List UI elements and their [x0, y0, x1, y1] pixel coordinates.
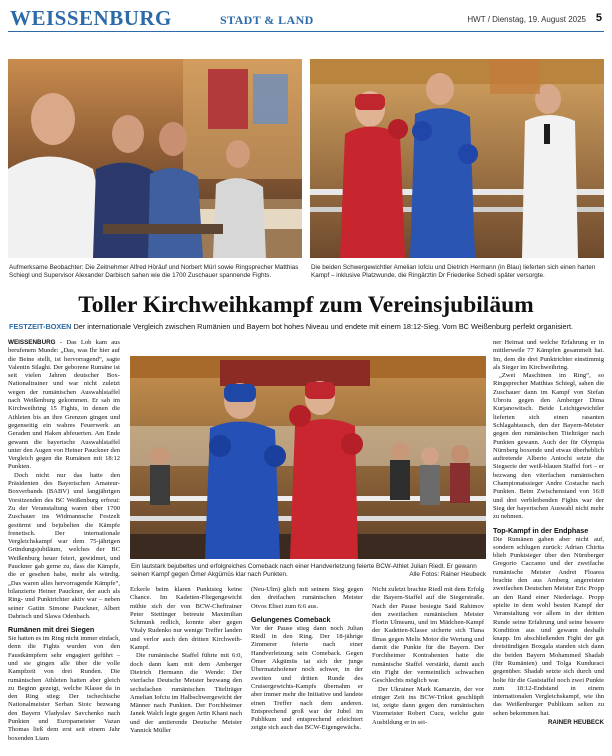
article-column-1	[8, 339, 120, 751]
article-kicker: FESTZEIT-BOXEN	[9, 322, 72, 331]
photo-officials-caption: Aufmerksame Beobachter: Die Zeitnehmer Alfred Höräuf und Norbert Mürl sowie Ringsprecher Matthias Schiegl und Supervisor Alexander Darbisch sahen wie die 1700 Zuschauer spannende Fights.	[9, 264, 299, 280]
photo-officials	[8, 59, 302, 258]
photo-credit: Alle Fotos: Rainer Heubeck	[409, 571, 486, 579]
article-headline: Toller Kirchweihkampf zum Vereinsjubiläum	[78, 292, 534, 318]
article-paragraph: Doch nicht nur das hatte den Präsidenten des Bayerischen Amateur-Boxverbands (BABV) und langjährigen Vorsitzenden des BC Weißenburg erfreut: Zu der Veranstaltung waren über 1700 Zuschauer ins Widmannsche Festzelt gestürmt und bejubelten die Kämpfe frenetisch. Der internationale Vergleichskampf war dem 75-jährigen Gründungsjubiläum, welches der BC Weißenburg heuer feiert, gewidmet, und Pauckner gab gerne zu, dass die Kämpfe, die er gesehen habe, mehr als würdig. „Das waren alles hervorragende Kämpfe“, bilanzierte Heiner Pauckner, der auch als Ring- und Punktrichter aktiv war – neben seiner Gattin Simone Pauckner, Albert Dabrisch und Slawa Odenbach.	[8, 471, 120, 620]
article-column-5	[493, 339, 604, 751]
page-number: 5	[595, 12, 602, 24]
photo-heavyweights-caption: Die beiden Schwergewichtler Amelian Iofciu und Dietrich Hermann (in Blau) lieferten sich einen harten Kampf – inklusive Platzwunde, die Ringärztin Dr Friederike Schedl später versorgte.	[311, 264, 596, 280]
article-paragraph: ner Heimat und welche Erfahrung er in mittlerweile 77 Kämpfen gesammelt hat. Im, dem die drei Punktrichter einstimmig als Sieger im Kirchweihring.	[493, 339, 604, 371]
article-paragraph: „Zwei Maschinen im Ring“, so Ringsprecher Matthias Schiegl, sahen die Zuschauer dann im Kampf von Stefan Ubroiu gegen den Amberger Dima Kurjanowitsch. Beide Leichtgewichtler lieferten sich einen rasanten Schlagabtausch, den der Bayern-Meister gegen den rumänischen Titelträger nach Punkten gewann. Auch der für Olympia Nürnberg boxende und etwas überheblich auftretende Alberto Antochi setzte die Siegserie der weiß-blauen Staffel fort – er bezwang den viterfachen rumänischen Championatssieger Andre Costache nach Punkten. Beim Zwischenstand von 16:8 und drei verbleibenden Fights war der Sieg der bayerischen Auswahl nicht mehr zu nehmen.	[493, 372, 604, 521]
article-subhead: Rumänen mit drei Siegen	[8, 625, 95, 635]
article-author: RAINER HEUBECK	[547, 719, 604, 727]
article-paragraph: Nicht zuletzt brachte Riedl mit dem Erfolg die Bayern-Staffel auf die Siegerstraße. Nach der Pause besiegte Said Rahimov den zweifachen rumänischen Meister Florin Ulmeanu, und im Mädchen-Kampf der Kadetten-Klasse sicherte sich Tiana Ilmas gegen Melis Motor die Wertung und damit die Punkte für die Bayern. Der Forchheimer Kontrahenten hatte die rumänische Staffel verstärkt, damit auch ein Fight der vermeintlich schwachen Geschlechts möglich war.	[372, 586, 484, 685]
article-paragraph: Vor der Pause stieg dann noch Julian Riedl in den Ring. Der 18-jährige Zimmerer feierte nach einer Handverletzung sein Comeback. Gegen Ömer Akgümüs tat sich der junge Übermatzhofener noch schwer, in der zweiten und dritten Runde des Cruisergewichts-Kampfs übernahm er aber immer mehr die Initiative und landete einen Treffer nach dem anderen. Entsprechend groß war der Jubel im Publikum und entsprechend erleichtert zeigte sich auch das BCW-Eigengewächs.	[251, 624, 363, 732]
photo-heavyweights	[310, 59, 604, 258]
article-paragraph: Sie hatten es im Ring nicht immer einfach, denn die Fights wurden von den Faustkämpfern sehr engagiert geführt – und sie gingen alle über die volle Kampfzeit von drei Runden. Die rumänischen Athleten hatten aber gleich zu Beginn gezeigt, welche Klasse da in den Ring stieg: Der tschechische Nationalmeister Serban Stoic bezwang den Bayern Vladyslav Savchenko nach Punkten und Europameister Vazan Thomas ließ dem erst seit einem Jahr boxenden Liam	[8, 635, 120, 742]
article-paragraph: Die rumänische Staffel führte mit 6:0, doch dann kam mit dem Amberger Dietrich Hermann die Wende: Der vierfache Deutsche Meister bezwang den sechsfachen rumänischen Titelträger Amelian Iofciu im Halbschwergewicht der Männer nach Punkten. Der Forchheimer Janek Walch legte gegen Artin Khani nach und der amtierende Deutsche Meister Yannick Müller	[130, 652, 242, 735]
article-paragraph: (Neu-Ulm) glich mit seinem Sieg gegen den dreifachen rumänischen Meister Otvos Elisei zum 6:6 aus.	[251, 586, 363, 610]
article-paragraph: Eckerle beim klaren Punktsieg keine Chance. Im Kadetten-Fliegengewicht mühte sich der von BCW-Cheftrainer Peter Stettinger betreute Maximilian Schmunk redlich, konnte aber gegen Vitaly Rudenko nur wenige Treffer landen und verlor auch den dritten Kirchweih-Kampf.	[130, 586, 242, 652]
photo-comeback-caption: Ein lautstark bejubeltes und erfolgreiches Comeback nach einer Handverletzung feierte BCW-Athlet Julian Riedl. Er gewann seinen Kampf gegen Ömer Akgümüs klar nach Punkten. Alle Fotos: Rainer Heubeck	[131, 563, 486, 579]
section-title: WEISSENBURG	[10, 6, 172, 30]
section-subtitle: STADT & LAND	[220, 13, 314, 27]
article-column-2	[130, 586, 242, 751]
article-subhead: Gelungenes Comeback	[251, 614, 331, 624]
article-column-3	[251, 586, 363, 751]
article-paragraph: WEISSENBURG - Das Lob kam aus berufenem Munde: „Das, was Ihr hier auf die Beine stellt, ist hervorragend“, sagte Valentin Silaghi. Der geborene Rumäne ist seit vielen Jahren deutscher Box-Nationaltrainer und war nicht zuletzt wegen der rumänischen Auswahlstaffel nach Weißenburg gekommen. Er sah im Kirchweihring 15 Fights, in denen die Athleten bis an ihre Grenzen gingen und gegenseitig ein wahres Feuerwerk an Geraden und Haken abfeuerten. Am Ende gewann die bayerische Auswahlstaffel unter den Augen von Heiner Pauckner den Vergleich gegen die Rumänen mit 18:12 Punkten.	[8, 339, 120, 471]
article-dek	[9, 322, 605, 331]
photo-comeback	[130, 356, 486, 559]
article-paragraph: Die Rumänen gaben aber nicht auf, sondern schlugen zurück: Adrian Chirita blieb Punktsieger über den Nürnberger Gregorio Caccamo und der zweifache rumänische Meister Andrei Floarea brachte den aus Amberg angereisten zweifachen Deutschen Meister Eric Propp an den Rand einer Niederlage. Propp spielte in dem wohl besten Kampf der Veranstaltung vor allem in der dritten Runde seine Erfahrung und seine bessere Kondition aus und gewann deshalb knapp. Im abschließenden Fight der gut dreistündigen Boxgala standen sich dann die beiden Bayern Mohammed Shadab (für Rumänien) und Tolga Kunduraci gegenüber. Shadab setzte sich durch und holte für die Gaststaffel noch zwei Punkte zum 18:12-Endstand in einem internationalen Vergleichskampf, wie ihn das Weißenburger Publikum selten zu sehen bekommen hat.	[493, 535, 604, 717]
article-paragraph: Der Ukrainer Mark Kamarzin, der vor einiger Zeit ins BCW-Trikot geschlüpft ist, zeigte dann gegen den rumänischen Vizemeister Robert Cucu, welche gute Ausbildung er in sei-	[372, 685, 484, 726]
issue-line: HWT / Dienstag, 19. August 2025	[467, 15, 586, 24]
article-dek-text: Der internationale Vergleich zwischen Rumänien und Bayern bot hohes Niveau und endete mit einem 18:12-Sieg. Vom BC Weißenburg perfekt organisiert.	[73, 322, 574, 331]
article-column-4	[372, 586, 484, 751]
page-masthead	[8, 6, 604, 32]
article-subhead: Top-Kampf in der Endphase	[493, 525, 589, 535]
article-dateline: WEISSENBURG	[8, 339, 56, 346]
